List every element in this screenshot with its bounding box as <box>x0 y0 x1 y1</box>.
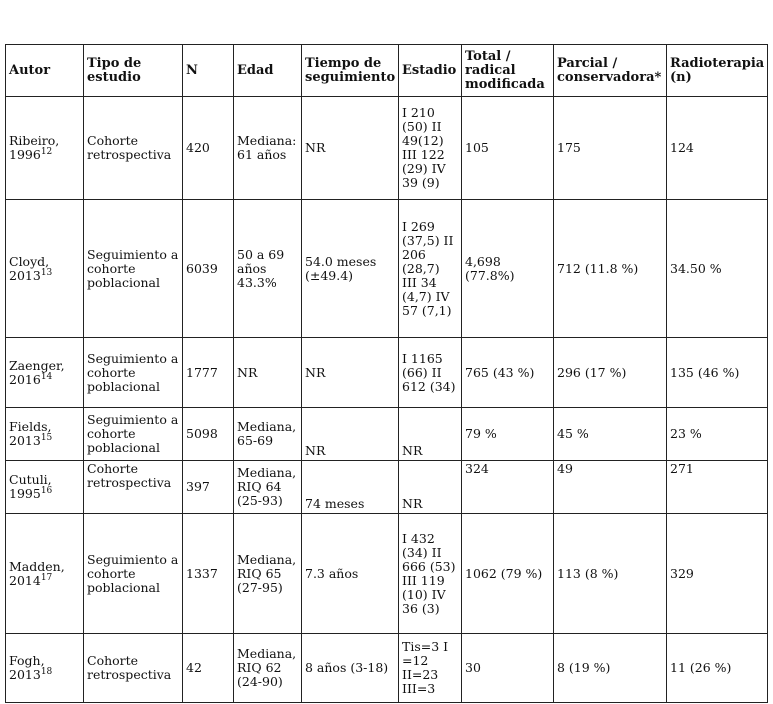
partial-cell: 712 (11.8 %) <box>554 200 667 338</box>
age-cell: Mediana, RIQ 64 (25-93) <box>234 461 302 514</box>
total-cell: 30 <box>462 634 554 703</box>
author-ref: 18 <box>40 666 53 677</box>
n-cell: 397 <box>183 461 234 514</box>
age-cell: Mediana, 65-69 <box>234 408 302 461</box>
table-row <box>6 338 768 408</box>
total-cell: 324 <box>462 461 554 514</box>
header-stage: Estadio <box>399 45 462 97</box>
followup-cell: 8 años (3-18) <box>302 634 399 703</box>
radio-cell: 124 <box>667 97 768 200</box>
partial-cell: 45 % <box>554 408 667 461</box>
partial-cell: 296 (17 %) <box>554 338 667 408</box>
stage-cell: NR <box>399 461 462 514</box>
stage-cell: NR <box>399 408 462 461</box>
followup-cell: 7.3 años <box>302 514 399 634</box>
author-name: Cutuli, 1995 <box>9 472 52 501</box>
stage-cell: I 210 (50) II 49(12) III 122 (29) IV 39 (9) <box>399 97 462 200</box>
radio-cell: 329 <box>667 514 768 634</box>
header-n: N <box>183 45 234 97</box>
type-cell: Cohorte retrospectiva <box>84 634 183 703</box>
total-cell: 765 (43 %) <box>462 338 554 408</box>
header-total: Total / radical modificada <box>462 45 554 97</box>
n-cell: 6039 <box>183 200 234 338</box>
table-row <box>6 634 768 703</box>
total-cell: 4,698 (77.8%) <box>462 200 554 338</box>
n-cell: 1337 <box>183 514 234 634</box>
n-cell: 5098 <box>183 408 234 461</box>
author-ref: 16 <box>40 485 53 496</box>
author-cell <box>6 408 84 461</box>
author-name: Zaenger, 2016 <box>9 357 65 387</box>
radio-cell: 135 (46 %) <box>667 338 768 408</box>
author-name: Fields, 2013 <box>9 419 52 448</box>
radio-cell: 34.50 % <box>667 200 768 338</box>
radio-cell: 11 (26 %) <box>667 634 768 703</box>
partial-cell: 113 (8 %) <box>554 514 667 634</box>
type-cell: Seguimiento a cohorte poblacional <box>84 338 183 408</box>
stage-cell: I 432 (34) II 666 (53) III 119 (10) IV 36 (3) <box>399 514 462 634</box>
author-ref: 14 <box>40 371 53 382</box>
followup-cell: NR <box>302 338 399 408</box>
age-cell: Mediana: 61 años <box>234 97 302 200</box>
author-name: Ribeiro, 1996 <box>9 133 60 162</box>
partial-cell: 49 <box>554 461 667 514</box>
age-cell: NR <box>234 338 302 408</box>
header-type: Tipo de estudio <box>84 45 183 97</box>
header-age: Edad <box>234 45 302 97</box>
author-ref: 17 <box>40 572 53 583</box>
partial-cell: 8 (19 %) <box>554 634 667 703</box>
header-author: Autor <box>6 45 84 97</box>
author-cell <box>6 97 84 200</box>
table-row <box>6 408 768 461</box>
total-cell: 105 <box>462 97 554 200</box>
n-cell: 1777 <box>183 338 234 408</box>
followup-cell: NR <box>302 97 399 200</box>
author-cell <box>6 461 84 514</box>
table-row <box>6 514 768 634</box>
author-cell <box>6 200 84 338</box>
stage-cell: Tis=3 I =12 II=23 III=3 <box>399 634 462 703</box>
type-cell: Seguimiento a cohorte poblacional <box>84 200 183 338</box>
radio-cell: 23 % <box>667 408 768 461</box>
type-cell: Cohorte retrospectiva <box>84 97 183 200</box>
header-row <box>6 45 768 97</box>
studies-table <box>5 44 768 703</box>
author-ref: 13 <box>40 267 53 278</box>
partial-cell: 175 <box>554 97 667 200</box>
age-cell: Mediana, RIQ 65 (27-95) <box>234 514 302 634</box>
table-row <box>6 97 768 200</box>
author-cell <box>6 634 84 703</box>
n-cell: 42 <box>183 634 234 703</box>
author-ref: 15 <box>40 432 53 443</box>
author-name: Fogh, 2013 <box>9 653 45 682</box>
header-partial: Parcial / conservadora* <box>554 45 667 97</box>
age-cell: 50 a 69 años 43.3% <box>234 200 302 338</box>
n-cell: 420 <box>183 97 234 200</box>
followup-cell: 74 meses <box>302 461 399 514</box>
stage-cell: I 269 (37,5) II 206 (28,7) III 34 (4,7) IV 57 (7,1) <box>399 200 462 338</box>
author-name: Cloyd, 2013 <box>9 253 50 283</box>
author-cell <box>6 338 84 408</box>
age-cell: Mediana, RIQ 62 (24-90) <box>234 634 302 703</box>
author-ref: 12 <box>40 146 53 157</box>
total-cell: 1062 (79 %) <box>462 514 554 634</box>
author-cell <box>6 514 84 634</box>
header-followup: Tiempo de seguimiento <box>302 45 399 97</box>
type-cell: Seguimiento a cohorte poblacional <box>84 514 183 634</box>
stage-cell: I 1165 (66) II 612 (34) <box>399 338 462 408</box>
followup-cell: NR <box>302 408 399 461</box>
table-row <box>6 200 768 338</box>
table-row <box>6 461 768 514</box>
author-name: Madden, 2014 <box>9 558 65 588</box>
radio-cell: 271 <box>667 461 768 514</box>
type-cell: Cohorte retrospectiva <box>84 461 183 514</box>
type-cell: Seguimiento a cohorte poblacional <box>84 408 183 461</box>
total-cell: 79 % <box>462 408 554 461</box>
header-radio: Radioterapia (n) <box>667 45 768 97</box>
followup-cell: 54.0 meses (±49.4) <box>302 200 399 338</box>
